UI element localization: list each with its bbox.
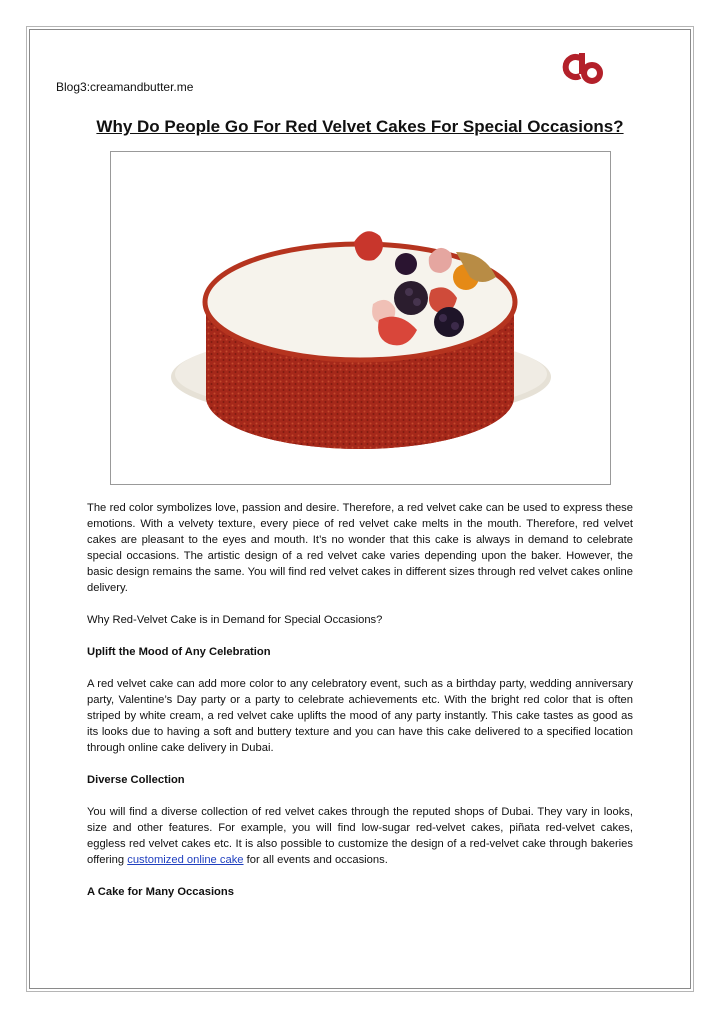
- heading-diverse: Diverse Collection: [87, 774, 185, 786]
- page-title: Why Do People Go For Red Velvet Cakes For Special Occasions?: [96, 117, 624, 136]
- paragraph-diverse: [87, 804, 633, 868]
- paragraph-intro: The red color symbolizes love, passion and desire. Therefore, a red velvet cake can be used to express these emotions. With a velvety texture, every piece of red velvet cake melts in the mouth. Therefore, red velvet cakes are pleasant to the eyes and mouth. It’s no wonder that this cake is always in demand to celebrate special occasions. The artistic design of a red velvet cake varies depending upon the baker. However, the basic design remains the same. You will find red velvet cakes in different sizes through red velvet cakes online delivery.: [87, 502, 633, 594]
- paragraph-uplift: A red velvet cake can add more color to any celebratory event, such as a birthday party, wedding anniversary party, Valentine’s Day party or a party to celebrate achievements etc. With the bright red color that is often striped by white cream, a red velvet cake uplifts the mood of any party instantly. This cake tastes as good as its looks due to having a soft and buttery texture and you can have this cake delivered to a specified location through online cake delivery in Dubai.: [87, 678, 633, 754]
- cake-photo: [110, 151, 611, 485]
- heading-occasions: A Cake for Many Occasions: [87, 886, 234, 898]
- paragraph-diverse-text: You will find a diverse collection of red velvet cakes through the reputed shops of Dubai. They vary in looks, size and other features. For example, you will find low-sugar red-velvet cakes, piñata red-velvet cakes, eggless red velvet cakes etc. It is also possible to customize the design of a red-velvet cake through bakeries offering: [87, 806, 633, 866]
- site-label: Blog3:creamandbutter.me: [56, 80, 194, 94]
- red-velvet-cake-icon: [111, 152, 610, 484]
- paragraph-diverse-text-end: for all events and occasions.: [243, 854, 388, 866]
- paragraph-question: Why Red-Velvet Cake is in Demand for Special Occasions?: [87, 614, 383, 626]
- cb-logo-icon: [560, 50, 606, 86]
- customized-online-cake-link[interactable]: customized online cake: [127, 854, 244, 866]
- heading-uplift: Uplift the Mood of Any Celebration: [87, 646, 271, 658]
- article-body: [87, 500, 633, 900]
